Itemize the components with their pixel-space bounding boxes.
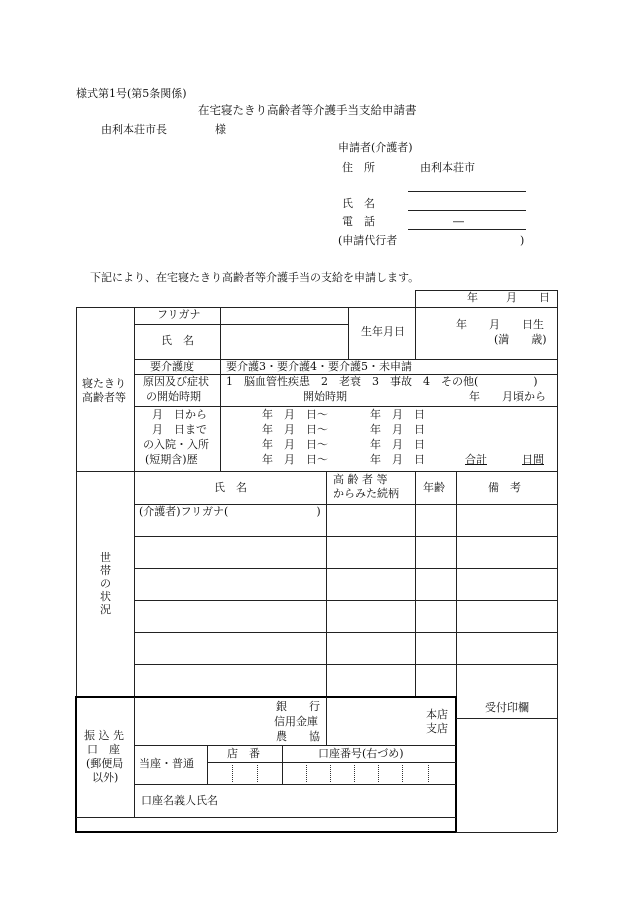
- account-holder-field[interactable]: [232, 787, 452, 813]
- phone-label: 電 話: [342, 215, 375, 228]
- history-row-to: 年 月 日: [370, 453, 425, 466]
- history-row-from: 年 月 日～: [262, 453, 328, 466]
- col-name-header: 氏 名: [214, 481, 247, 494]
- birth-age: (満 歳): [494, 333, 547, 346]
- onset-label: 開始時期: [303, 390, 347, 403]
- history-row-from: 年 月 日～: [262, 438, 328, 451]
- col-relation-header-1: 高 齢 者 等: [333, 473, 388, 486]
- history-row-from: 年 月 日～: [262, 408, 328, 421]
- applicant-name-field[interactable]: [408, 210, 526, 211]
- proxy-close: ): [520, 234, 525, 247]
- branch-number-label: 店 番: [227, 747, 260, 760]
- household-label-char: の: [100, 577, 111, 590]
- household-label-char: 況: [100, 603, 111, 616]
- application-day: 日: [539, 291, 550, 304]
- address-label: 住 所: [342, 161, 375, 174]
- household-label-char: 世: [100, 551, 111, 564]
- col-age-header: 年齢: [423, 481, 445, 494]
- history-row-to: 年 月 日: [370, 438, 425, 451]
- branch-type-main: 本店: [426, 708, 448, 721]
- application-year: 年: [467, 291, 478, 304]
- applicant-heading: 申請者(介護者): [338, 141, 413, 154]
- history-label-2: 月 日まで: [152, 423, 207, 436]
- history-label-3: の入院・入所: [143, 438, 209, 451]
- col-notes-header: 備 考: [488, 481, 521, 494]
- col-relation-header-2: からみた続柄: [333, 487, 399, 500]
- account-holder-label: 口座名義人氏名: [141, 794, 218, 807]
- application-month: 月: [506, 291, 517, 304]
- birth-ymd: 年 月 日生: [456, 318, 544, 331]
- form-title: 在宅寝たきり高齢者等介護手当支給申請書: [198, 103, 417, 117]
- history-label-4: (短期含)歴: [145, 453, 198, 466]
- bank-type-shinkin: 信用金庫: [274, 715, 318, 728]
- history-row-to: 年 月 日: [370, 423, 425, 436]
- elderly-name-label: 氏 名: [161, 334, 194, 347]
- phone-dash: ―: [453, 215, 464, 228]
- receipt-stamp-label: 受付印欄: [485, 701, 529, 714]
- applicant-phone-field[interactable]: [408, 229, 526, 230]
- birth-label: 生年月日: [361, 325, 405, 338]
- elderly-name-field[interactable]: [222, 326, 346, 358]
- onset-value: 年 月頃から: [469, 390, 546, 403]
- total-unit: 日間: [522, 453, 544, 466]
- addressee: 由利本荘市長: [101, 123, 167, 136]
- cause-label-1: 原因及び症状: [143, 375, 209, 388]
- bank-label-1: 振 込 先: [84, 729, 124, 742]
- household-label-char: 状: [100, 590, 111, 603]
- address-value: 由利本荘市: [420, 161, 475, 174]
- account-number-label: 口座番号(右づめ): [318, 747, 404, 760]
- history-label-1: 月 日から: [152, 408, 207, 421]
- bank-type-bank: 銀 行: [276, 700, 320, 713]
- history-row-to: 年 月 日: [370, 408, 425, 421]
- bank-label-3: (郵便局: [86, 757, 124, 770]
- bank-type-ja: 農 協: [276, 730, 320, 743]
- bank-label-4: 以外): [92, 771, 119, 784]
- elderly-label-2: 高齢者等: [82, 391, 126, 404]
- cause-options[interactable]: 1 脳血管性疾患 2 老衰 3 事故 4 その他( ): [226, 375, 538, 388]
- care-level-options[interactable]: 要介護3・要介護4・要介護5・未申請: [226, 360, 412, 373]
- address-underline: [408, 191, 526, 192]
- name-label: 氏 名: [342, 197, 375, 210]
- statement: 下記により、在宅寝たきり高齢者等介護手当の支給を申請します。: [90, 271, 420, 284]
- total-label: 合計: [465, 453, 487, 466]
- proxy-open: (申請代行者: [338, 234, 398, 247]
- account-type[interactable]: 当座・普通: [139, 757, 194, 770]
- honorific: 様: [215, 123, 226, 136]
- branch-type-sub: 支店: [426, 722, 448, 735]
- cause-label-2: の開始時期: [146, 390, 201, 403]
- history-row-from: 年 月 日～: [262, 423, 328, 436]
- elderly-label-1: 寝たきり: [82, 377, 126, 390]
- household-label-char: 帯: [100, 564, 111, 577]
- form-number: 様式第1号(第5条関係): [76, 87, 187, 100]
- care-level-label: 要介護度: [150, 360, 194, 373]
- caregiver-furigana[interactable]: (介護者)フリガナ( ): [139, 505, 321, 518]
- furigana-field[interactable]: [222, 309, 346, 323]
- furigana-label: フリガナ: [157, 308, 201, 321]
- bank-label-2: 口 座: [87, 743, 120, 756]
